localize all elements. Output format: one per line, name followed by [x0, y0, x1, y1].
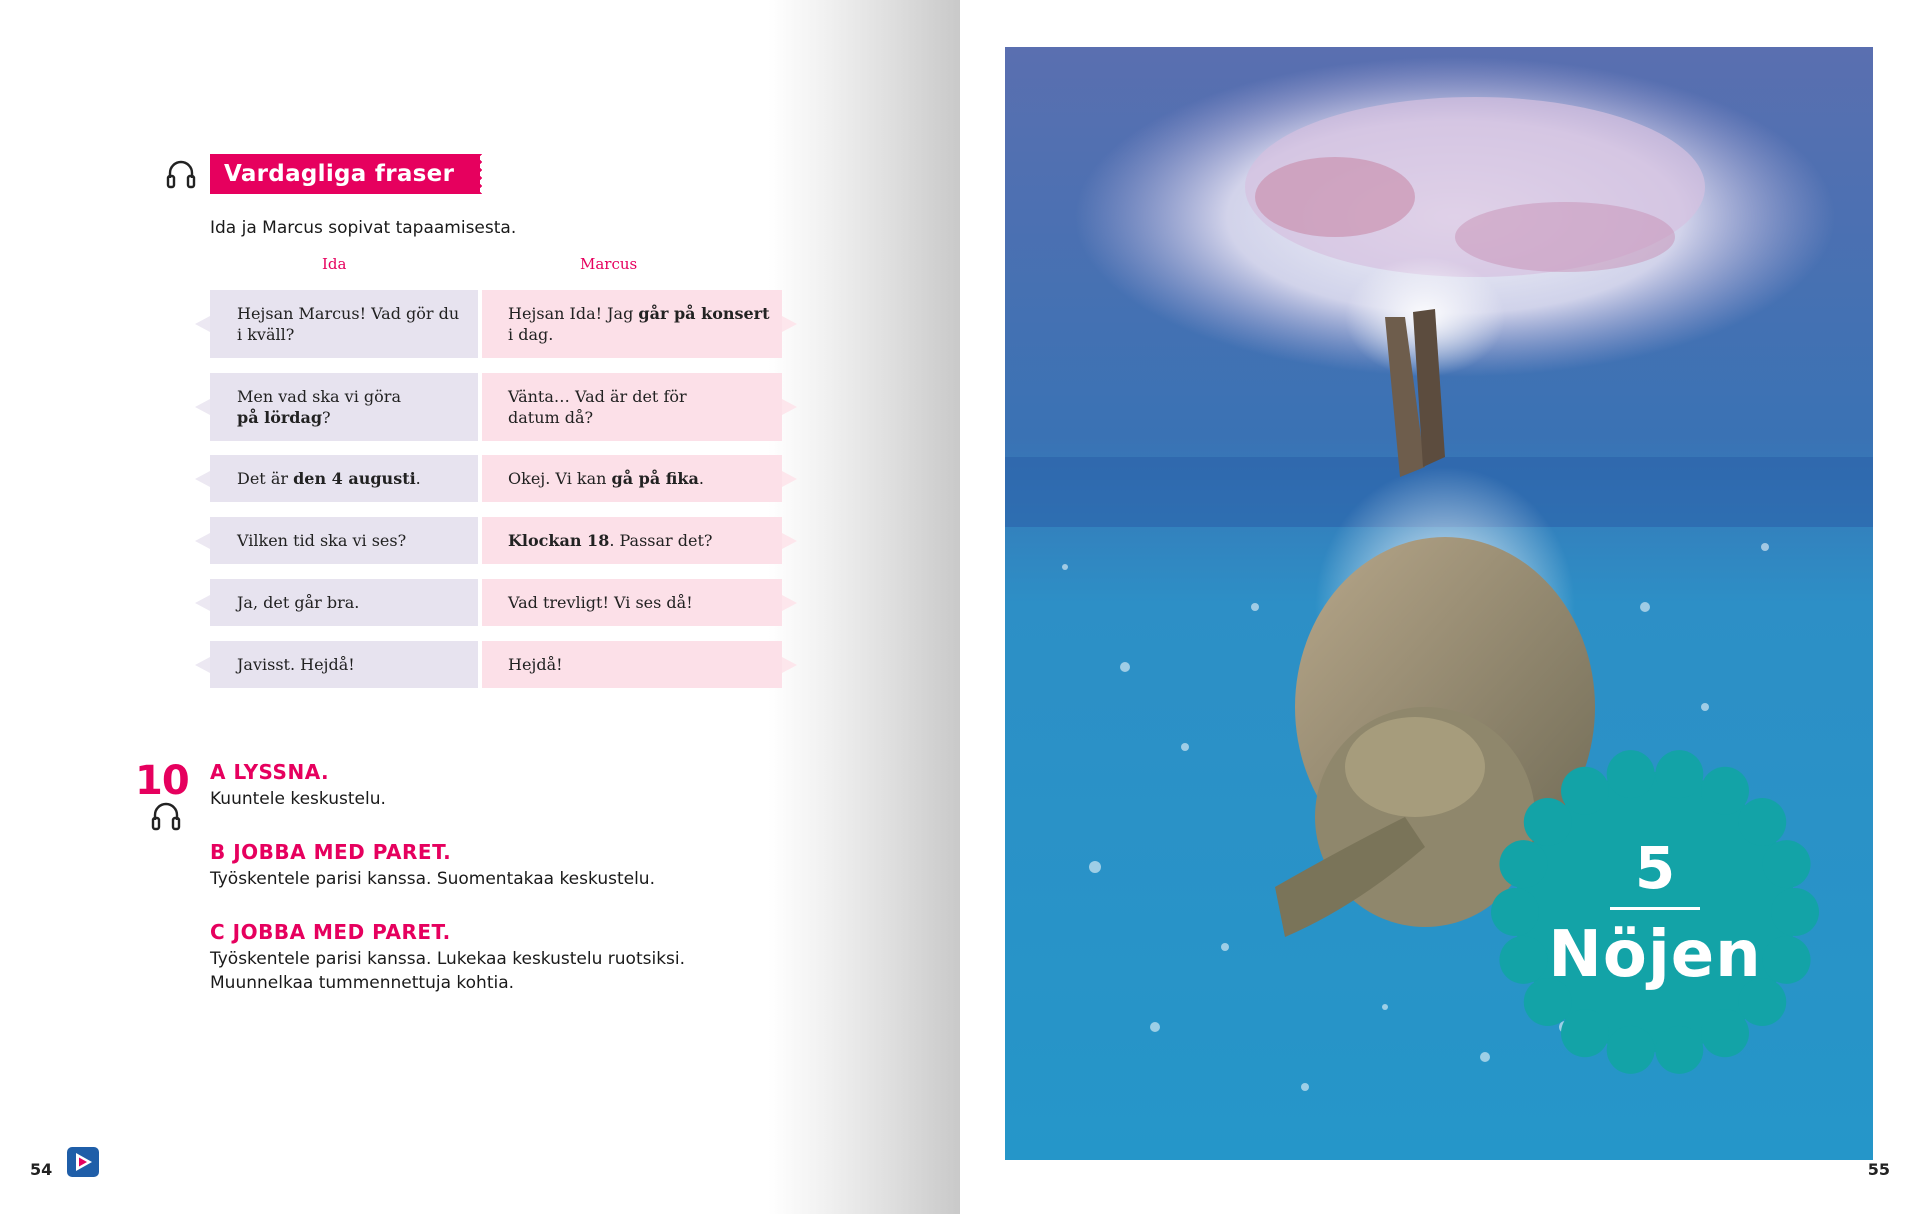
dialogue-line-text: Vad trevligt! Vi ses då!	[508, 593, 693, 612]
exercise-number: 10	[135, 758, 189, 804]
column-header-ida: Ida	[322, 255, 347, 273]
line-marcus	[482, 517, 782, 564]
line-ida	[210, 455, 478, 502]
chapter-title: Nöjen	[1548, 917, 1762, 992]
line-ida	[210, 517, 478, 564]
line-ida	[210, 579, 478, 626]
dialogue-line-text: Javisst. Hejdå!	[237, 655, 355, 674]
chapter-number: 5	[1634, 833, 1676, 902]
dialogue-line-text: Det är den 4 augusti.	[237, 469, 421, 488]
dialogue-line-text: Hejsan Ida! Jag går på konsert	[508, 304, 770, 323]
exercise-task	[210, 840, 655, 891]
line-marcus	[482, 641, 782, 688]
dialogue-line-text: Ja, det går bra.	[237, 593, 360, 612]
page-number-right: 55	[1867, 1160, 1890, 1179]
dialogue-line-text: i kväll?	[237, 325, 295, 344]
chapter-divider	[1610, 907, 1700, 910]
line-ida	[210, 290, 478, 358]
task-title: C JOBBA MED PARET.	[210, 920, 451, 944]
dialogue-line-text: Vilken tid ska vi ses?	[237, 531, 407, 550]
dialogue-row	[210, 641, 782, 688]
intro-text: Ida ja Marcus sopivat tapaamisesta.	[210, 218, 517, 238]
task-title: B JOBBA MED PARET.	[210, 840, 452, 864]
line-ida	[210, 373, 478, 441]
dialogue-line-text: i dag.	[508, 325, 554, 344]
exercise-task	[210, 760, 386, 811]
dialogue-row	[210, 517, 782, 564]
dialogue-line-text: på lördag?	[237, 408, 331, 427]
dialogue-row	[210, 373, 782, 441]
task-instruction: Työskentele parisi kanssa. Lukekaa keskustelu ruotsiksi.	[210, 949, 686, 969]
task-instruction: Kuuntele keskustelu.	[210, 789, 386, 809]
dialogue-row	[210, 290, 782, 358]
dialogue-line-text: Klockan 18. Passar det?	[508, 531, 713, 550]
section-heading: Vardagliga fraser	[210, 154, 480, 194]
dialogue-line-text: Hejsan Marcus! Vad gör du	[237, 304, 460, 323]
line-marcus	[482, 455, 782, 502]
dialogue-line-text: Men vad ska vi göra	[237, 387, 401, 406]
publisher-logo-icon	[67, 1147, 99, 1177]
line-ida	[210, 641, 478, 688]
chapter-badge-text	[1490, 747, 1820, 1077]
dialogue-row	[210, 579, 782, 626]
headphones-icon	[165, 158, 197, 190]
task-title: A LYSSNA.	[210, 760, 330, 784]
line-marcus	[482, 373, 782, 441]
exercise-task	[210, 920, 685, 995]
column-header-marcus: Marcus	[580, 255, 638, 273]
headphones-icon	[150, 800, 182, 832]
dialogue-line-text: Vänta… Vad är det för	[508, 387, 687, 406]
dialogue-line-text: datum då?	[508, 408, 594, 427]
task-instruction: Muunnelkaa tummennettuja kohtia.	[210, 973, 515, 993]
dialogue-line-text: Okej. Vi kan gå på fika.	[508, 469, 704, 488]
task-instruction: Työskentele parisi kanssa. Suomentakaa keskustelu.	[210, 869, 655, 889]
dialogue-row	[210, 455, 782, 502]
dialogue-line-text: Hejdå!	[508, 655, 563, 674]
line-marcus	[482, 290, 782, 358]
page-number-left: 54	[30, 1160, 53, 1179]
line-marcus	[482, 579, 782, 626]
